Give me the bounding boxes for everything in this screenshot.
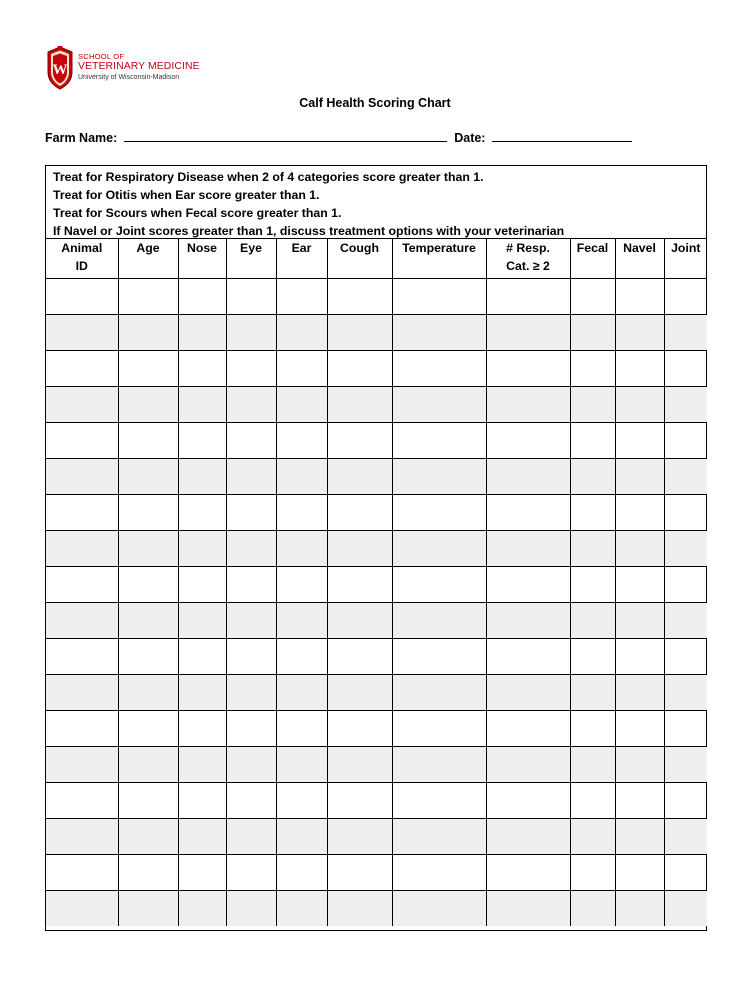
score-cell[interactable] [178, 279, 226, 315]
score-cell[interactable] [486, 783, 570, 819]
score-cell[interactable] [226, 531, 276, 567]
score-cell[interactable] [178, 315, 226, 351]
score-cell[interactable] [615, 783, 664, 819]
score-cell[interactable] [615, 279, 664, 315]
logo-school-name: VETERINARY MEDICINE [78, 60, 200, 72]
score-cell[interactable] [392, 459, 486, 495]
score-cell[interactable] [226, 711, 276, 747]
score-cell[interactable] [118, 567, 178, 603]
score-cell[interactable] [392, 387, 486, 423]
score-cell[interactable] [486, 639, 570, 675]
score-cell[interactable] [276, 747, 327, 783]
score-cell[interactable] [118, 495, 178, 531]
score-cell[interactable] [46, 783, 118, 819]
score-cell[interactable] [118, 315, 178, 351]
score-cell[interactable] [327, 495, 392, 531]
score-cell[interactable] [178, 711, 226, 747]
score-cell[interactable] [615, 711, 664, 747]
score-cell[interactable] [570, 315, 615, 351]
score-cell[interactable] [392, 639, 486, 675]
score-cell[interactable] [276, 855, 327, 891]
table-row [46, 639, 707, 675]
score-cell[interactable] [615, 639, 664, 675]
instructions [46, 166, 706, 238]
score-cell[interactable] [392, 819, 486, 855]
score-cell[interactable] [178, 819, 226, 855]
table-row [46, 279, 707, 315]
score-cell[interactable] [327, 855, 392, 891]
score-cell[interactable] [664, 423, 707, 459]
column-header-line2: ID [75, 259, 88, 273]
table-row [46, 423, 707, 459]
score-cell[interactable] [178, 567, 226, 603]
scoring-table [46, 238, 707, 926]
score-cell[interactable] [486, 747, 570, 783]
score-cell[interactable] [615, 675, 664, 711]
table-row [46, 747, 707, 783]
score-cell[interactable] [392, 783, 486, 819]
score-cell[interactable] [570, 603, 615, 639]
score-cell[interactable] [392, 531, 486, 567]
score-cell[interactable] [664, 387, 707, 423]
score-cell[interactable] [118, 351, 178, 387]
score-cell[interactable] [118, 531, 178, 567]
score-cell[interactable] [276, 387, 327, 423]
score-cell[interactable] [46, 675, 118, 711]
score-cell[interactable] [276, 423, 327, 459]
score-cell[interactable] [664, 351, 707, 387]
score-cell[interactable] [615, 459, 664, 495]
column-header [276, 239, 327, 279]
score-cell[interactable] [486, 351, 570, 387]
column-header-line1: Age [136, 241, 160, 255]
score-cell[interactable] [392, 315, 486, 351]
score-cell[interactable] [486, 279, 570, 315]
score-cell[interactable] [570, 423, 615, 459]
column-header-line1: Eye [240, 241, 262, 255]
score-cell[interactable] [118, 783, 178, 819]
score-cell[interactable] [276, 819, 327, 855]
score-cell[interactable] [118, 603, 178, 639]
score-cell[interactable] [615, 747, 664, 783]
score-cell[interactable] [276, 567, 327, 603]
score-cell[interactable] [46, 855, 118, 891]
score-cell[interactable] [327, 747, 392, 783]
score-cell[interactable] [664, 279, 707, 315]
score-cell[interactable] [178, 747, 226, 783]
column-header [392, 239, 486, 279]
uw-crest-icon [45, 46, 75, 90]
score-cell[interactable] [570, 351, 615, 387]
scoring-sheet [45, 165, 707, 931]
instruction-scours: Treat for Scours when Fecal score greater than 1. [53, 206, 342, 220]
score-cell[interactable] [178, 783, 226, 819]
score-cell[interactable] [327, 819, 392, 855]
instruction-respiratory: Treat for Respiratory Disease when 2 of 4 categories score greater than 1. [53, 170, 484, 184]
score-cell[interactable] [486, 711, 570, 747]
farm-date-line [45, 131, 632, 145]
score-cell[interactable] [118, 639, 178, 675]
logo-school-of: SCHOOL OF [78, 52, 125, 61]
table-row [46, 351, 707, 387]
score-cell[interactable] [327, 675, 392, 711]
farm-name-field[interactable] [124, 131, 447, 142]
header-row [46, 239, 707, 279]
score-cell[interactable] [226, 855, 276, 891]
score-cell[interactable] [615, 531, 664, 567]
score-cell[interactable] [615, 423, 664, 459]
column-header-line1: Nose [186, 241, 218, 255]
column-header-line1: Navel [623, 241, 656, 255]
score-cell[interactable] [276, 711, 327, 747]
score-cell[interactable] [46, 423, 118, 459]
score-cell[interactable] [276, 783, 327, 819]
score-cell[interactable] [664, 747, 707, 783]
score-cell[interactable] [615, 891, 664, 927]
score-cell[interactable] [118, 819, 178, 855]
page-title: Calf Health Scoring Chart [299, 96, 451, 110]
score-cell[interactable] [570, 639, 615, 675]
column-header [615, 239, 664, 279]
score-cell[interactable] [276, 603, 327, 639]
score-cell[interactable] [276, 675, 327, 711]
score-cell[interactable] [327, 567, 392, 603]
score-cell[interactable] [570, 675, 615, 711]
score-cell[interactable] [178, 639, 226, 675]
score-cell[interactable] [226, 747, 276, 783]
score-cell[interactable] [276, 531, 327, 567]
score-cell[interactable] [276, 459, 327, 495]
score-cell[interactable] [392, 891, 486, 927]
score-cell[interactable] [178, 459, 226, 495]
score-cell[interactable] [327, 531, 392, 567]
score-cell[interactable] [392, 351, 486, 387]
table-row [46, 891, 707, 927]
date-field[interactable] [492, 131, 632, 142]
score-cell[interactable] [327, 459, 392, 495]
score-cell[interactable] [46, 387, 118, 423]
score-cell[interactable] [46, 819, 118, 855]
score-cell[interactable] [486, 495, 570, 531]
score-cell[interactable] [615, 567, 664, 603]
score-cell[interactable] [178, 531, 226, 567]
score-cell[interactable] [392, 495, 486, 531]
score-cell[interactable] [570, 747, 615, 783]
score-cell[interactable] [46, 711, 118, 747]
score-cell[interactable] [46, 459, 118, 495]
column-header [118, 239, 178, 279]
score-cell[interactable] [226, 567, 276, 603]
score-cell[interactable] [664, 603, 707, 639]
score-cell[interactable] [615, 819, 664, 855]
score-cell[interactable] [570, 819, 615, 855]
score-cell[interactable] [46, 891, 118, 927]
score-cell[interactable] [486, 423, 570, 459]
score-cell[interactable] [392, 279, 486, 315]
column-header [46, 239, 118, 279]
score-cell[interactable] [118, 279, 178, 315]
score-cell[interactable] [664, 891, 707, 927]
score-cell[interactable] [615, 495, 664, 531]
column-header-line1: Cough [340, 241, 379, 255]
score-cell[interactable] [178, 675, 226, 711]
score-cell[interactable] [226, 675, 276, 711]
score-cell[interactable] [178, 351, 226, 387]
score-cell[interactable] [226, 423, 276, 459]
score-cell[interactable] [118, 459, 178, 495]
score-cell[interactable] [392, 675, 486, 711]
score-cell[interactable] [486, 891, 570, 927]
score-cell[interactable] [327, 783, 392, 819]
score-cell[interactable] [615, 603, 664, 639]
score-cell[interactable] [486, 675, 570, 711]
score-cell[interactable] [118, 891, 178, 927]
column-header [178, 239, 226, 279]
score-cell[interactable] [664, 459, 707, 495]
score-cell[interactable] [178, 603, 226, 639]
score-cell[interactable] [276, 315, 327, 351]
school-logo [45, 46, 200, 90]
score-cell[interactable] [226, 351, 276, 387]
crest-letter: W [52, 62, 68, 78]
score-cell[interactable] [327, 315, 392, 351]
farm-name-label: Farm Name: [45, 131, 118, 145]
score-cell[interactable] [486, 387, 570, 423]
score-cell[interactable] [570, 891, 615, 927]
score-cell[interactable] [486, 531, 570, 567]
date-label: Date: [454, 131, 486, 145]
score-cell[interactable] [327, 423, 392, 459]
logo-university: University of Wisconsin-Madison [78, 74, 180, 81]
score-cell[interactable] [46, 747, 118, 783]
column-header [664, 239, 707, 279]
score-cell[interactable] [178, 495, 226, 531]
table-row [46, 387, 707, 423]
score-cell[interactable] [226, 315, 276, 351]
column-header-line1: Joint [671, 241, 701, 255]
score-cell[interactable] [178, 891, 226, 927]
score-cell[interactable] [392, 567, 486, 603]
score-cell[interactable] [570, 855, 615, 891]
score-cell[interactable] [327, 891, 392, 927]
instruction-navel-joint: If Navel or Joint scores greater than 1, discuss treatment options with your veterinarian [53, 224, 565, 238]
score-cell[interactable] [486, 855, 570, 891]
score-cell[interactable] [664, 675, 707, 711]
score-cell[interactable] [226, 279, 276, 315]
table-row [46, 783, 707, 819]
score-cell[interactable] [276, 279, 327, 315]
score-cell[interactable] [664, 315, 707, 351]
score-cell[interactable] [46, 567, 118, 603]
score-cell[interactable] [570, 711, 615, 747]
score-cell[interactable] [226, 459, 276, 495]
score-cell[interactable] [664, 783, 707, 819]
instruction-otitis: Treat for Otitis when Ear score greater than 1. [53, 188, 320, 202]
score-cell[interactable] [118, 711, 178, 747]
score-cell[interactable] [46, 603, 118, 639]
score-cell[interactable] [118, 423, 178, 459]
score-cell[interactable] [226, 819, 276, 855]
score-cell[interactable] [486, 315, 570, 351]
score-cell[interactable] [664, 819, 707, 855]
score-cell[interactable] [664, 855, 707, 891]
table-row [46, 603, 707, 639]
score-cell[interactable] [327, 279, 392, 315]
column-header-line1: # Resp. [506, 241, 550, 255]
score-cell[interactable] [226, 603, 276, 639]
score-cell[interactable] [178, 855, 226, 891]
column-header-line1: Animal [61, 241, 103, 255]
score-cell[interactable] [615, 351, 664, 387]
score-cell[interactable] [486, 459, 570, 495]
score-cell[interactable] [327, 351, 392, 387]
score-cell[interactable] [570, 531, 615, 567]
score-cell[interactable] [327, 639, 392, 675]
column-header [327, 239, 392, 279]
column-header-line1: Ear [291, 241, 312, 255]
table-body [46, 279, 707, 927]
score-cell[interactable] [570, 567, 615, 603]
score-cell[interactable] [276, 639, 327, 675]
score-cell[interactable] [570, 495, 615, 531]
table-row [46, 531, 707, 567]
column-header [226, 239, 276, 279]
score-cell[interactable] [46, 279, 118, 315]
score-cell[interactable] [46, 639, 118, 675]
column-header [570, 239, 615, 279]
score-cell[interactable] [615, 387, 664, 423]
score-cell[interactable] [327, 603, 392, 639]
score-cell[interactable] [392, 747, 486, 783]
score-cell[interactable] [276, 351, 327, 387]
score-cell[interactable] [118, 387, 178, 423]
table-row [46, 855, 707, 891]
score-cell[interactable] [486, 819, 570, 855]
score-cell[interactable] [486, 567, 570, 603]
score-cell[interactable] [226, 495, 276, 531]
score-cell[interactable] [570, 279, 615, 315]
score-cell[interactable] [178, 387, 226, 423]
table-row [46, 567, 707, 603]
score-cell[interactable] [664, 531, 707, 567]
score-cell[interactable] [226, 891, 276, 927]
score-cell[interactable] [570, 459, 615, 495]
score-cell[interactable] [46, 315, 118, 351]
score-cell[interactable] [664, 639, 707, 675]
score-cell[interactable] [486, 603, 570, 639]
table-row [46, 315, 707, 351]
column-header [486, 239, 570, 279]
column-header-line1: Temperature [402, 241, 476, 255]
score-cell[interactable] [327, 387, 392, 423]
score-cell[interactable] [226, 783, 276, 819]
table-row [46, 495, 707, 531]
score-cell[interactable] [276, 891, 327, 927]
score-cell[interactable] [327, 711, 392, 747]
score-cell[interactable] [46, 531, 118, 567]
score-cell[interactable] [570, 387, 615, 423]
score-cell[interactable] [664, 711, 707, 747]
table-row [46, 711, 707, 747]
score-cell[interactable] [664, 495, 707, 531]
column-header-line2: Cat. ≥ 2 [506, 259, 550, 273]
score-cell[interactable] [178, 423, 226, 459]
score-cell[interactable] [276, 495, 327, 531]
score-cell[interactable] [664, 567, 707, 603]
column-header-line1: Fecal [576, 241, 609, 255]
table-row [46, 459, 707, 495]
score-cell[interactable] [118, 747, 178, 783]
score-cell[interactable] [226, 387, 276, 423]
score-cell[interactable] [392, 423, 486, 459]
score-cell[interactable] [392, 855, 486, 891]
score-cell[interactable] [118, 855, 178, 891]
score-cell[interactable] [570, 783, 615, 819]
score-cell[interactable] [118, 675, 178, 711]
score-cell[interactable] [615, 315, 664, 351]
score-cell[interactable] [392, 603, 486, 639]
table-row [46, 675, 707, 711]
score-cell[interactable] [392, 711, 486, 747]
score-cell[interactable] [615, 855, 664, 891]
table-row [46, 819, 707, 855]
score-cell[interactable] [226, 639, 276, 675]
score-cell[interactable] [46, 351, 118, 387]
score-cell[interactable] [46, 495, 118, 531]
